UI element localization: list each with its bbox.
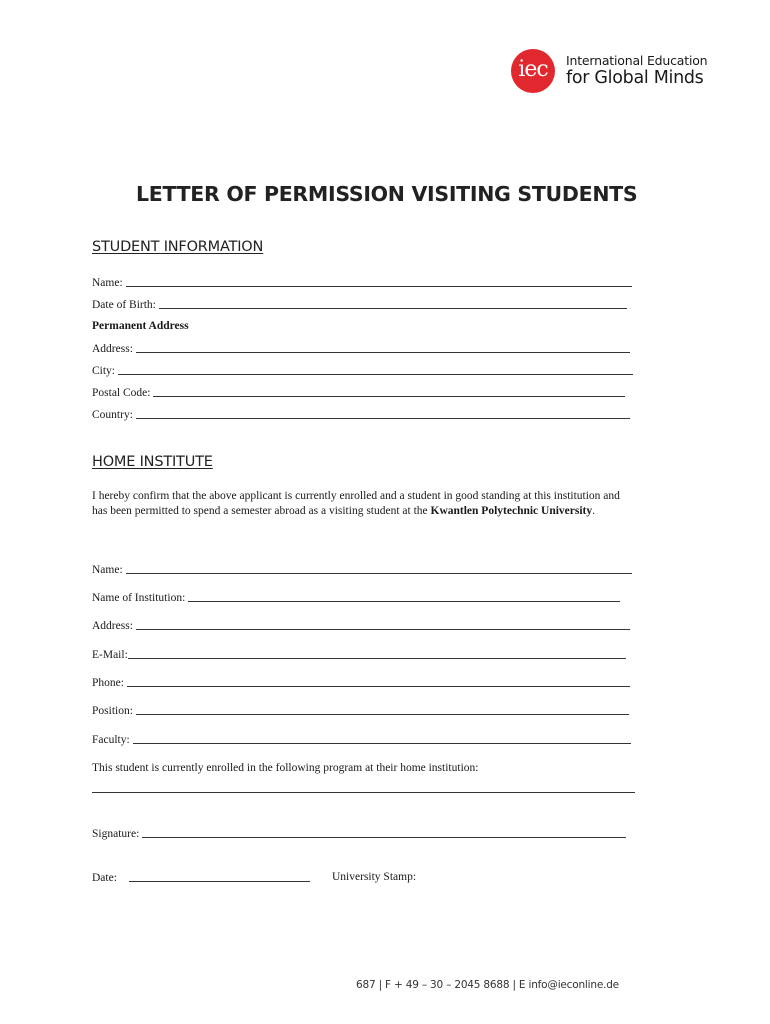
phone-field[interactable] [92, 675, 630, 689]
student-name-line[interactable] [126, 276, 632, 287]
footer-contact: 687 | F + 49 – 30 – 2045 8688 | E info@ieconline.de [356, 979, 619, 991]
student-information-heading: STUDENT INFORMATION [92, 239, 264, 255]
confirmation-statement [92, 489, 622, 519]
position-field[interactable] [92, 703, 629, 717]
date-of-birth-label: Date of Birth: [92, 299, 156, 311]
city-field[interactable] [92, 363, 633, 377]
position-line[interactable] [136, 704, 629, 715]
postal-code-line[interactable] [153, 386, 625, 397]
program-line[interactable] [92, 792, 635, 793]
date-line[interactable] [129, 871, 310, 882]
postal-code-field[interactable] [92, 385, 625, 399]
position-label: Position: [92, 705, 133, 717]
iec-logo-mark: iec [511, 49, 555, 93]
institution-name-line[interactable] [188, 591, 620, 602]
country-field[interactable] [92, 407, 630, 421]
email-label: E-Mail: [92, 649, 128, 661]
home-institute-heading: HOME INSTITUTE [92, 454, 213, 470]
date-field[interactable] [92, 870, 310, 884]
country-label: Country: [92, 409, 133, 421]
student-address-label: Address: [92, 343, 133, 355]
program-statement: This student is currently enrolled in the following program at their home institution: [92, 762, 479, 774]
confirmation-statement-end: . [592, 505, 596, 517]
university-stamp-label: University Stamp: [332, 871, 417, 883]
faculty-field[interactable] [92, 732, 631, 746]
city-label: City: [92, 365, 116, 377]
faculty-line[interactable] [133, 733, 631, 744]
institution-name-field[interactable] [92, 590, 620, 604]
email-line[interactable] [128, 648, 626, 659]
iec-logo-text [566, 52, 708, 88]
phone-label: Phone: [92, 677, 124, 689]
faculty-label: Faculty: [92, 734, 130, 746]
logo-tagline-line2: for Global Minds [566, 68, 704, 88]
date-label: Date: [92, 872, 117, 884]
iec-logo [511, 49, 707, 93]
phone-line[interactable] [127, 676, 630, 687]
student-name-field[interactable] [92, 275, 632, 289]
institution-name-label: Name of Institution: [92, 592, 186, 604]
host-university-name: Kwantlen Polytechnic University [430, 505, 593, 517]
signature-line[interactable] [142, 827, 626, 838]
date-of-birth-field[interactable] [92, 297, 627, 311]
postal-code-label: Postal Code: [92, 387, 151, 399]
contact-name-line[interactable] [126, 563, 632, 574]
signature-label: Signature: [92, 828, 140, 840]
city-line[interactable] [118, 364, 633, 375]
date-of-birth-line[interactable] [159, 298, 627, 309]
country-line[interactable] [136, 408, 630, 419]
email-field[interactable] [92, 647, 626, 661]
document-title: LETTER OF PERMISSION VISITING STUDENTS [136, 182, 638, 206]
logo-tagline-line1: International Education [566, 52, 708, 68]
signature-field[interactable] [92, 826, 626, 840]
institution-address-label: Address: [92, 620, 133, 632]
student-address-field[interactable] [92, 341, 630, 355]
contact-name-label: Name: [92, 564, 123, 576]
permanent-address-label: Permanent Address [92, 320, 189, 332]
student-name-label: Name: [92, 277, 123, 289]
institution-address-field[interactable] [92, 618, 630, 632]
contact-name-field[interactable] [92, 562, 632, 576]
student-address-line[interactable] [136, 342, 630, 353]
institution-address-line[interactable] [136, 619, 630, 630]
confirmation-statement-text: I hereby confirm that the above applicant is currently enrolled and a student in good standing at this institution and has been permitted to spend a semester abroad as a visiting student at the [92, 490, 620, 517]
